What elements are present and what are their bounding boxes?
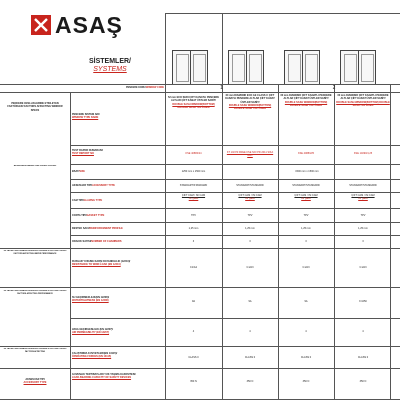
row-label-system-name: PENCERE SİSTEM ADI/ WINDOW TYPE NAME	[72, 113, 100, 120]
window-type-3: STANDART/STANDARD	[292, 184, 320, 187]
watertightness-1: 9A	[191, 300, 196, 303]
wind-load-4: C1/A3	[359, 266, 367, 269]
wind-load-2: C1/A3	[246, 266, 254, 269]
profile-1: 1,25 mm	[188, 227, 199, 230]
window-type-4: STANDART/STANDARD	[349, 184, 377, 187]
safety-devices-4: 350 N	[359, 380, 367, 383]
operating-forces-1: CLASS 0	[188, 356, 199, 359]
watertightness-3: 9A	[304, 300, 308, 303]
row-label-air-permeability: HAVA GEÇİRGENLİLİK (EN 12207)/ AIR PERMEABILITY (EN 12207)	[72, 328, 114, 335]
brand-logo-icon	[31, 15, 51, 35]
gasket-4: TPV	[360, 214, 366, 217]
air-permeability-1: 4	[192, 330, 195, 333]
safety-devices-3: 350 N	[302, 380, 310, 383]
window-drawing-icon	[228, 50, 264, 85]
chambers-2: 3	[249, 240, 251, 243]
row-label-watertightness: SU GEÇİRMEZLİLİK(EN 12208)/ WATERTIGHTNESS (EN 12208)	[72, 296, 110, 303]
left-group-label-performance-c: SU YALIMI PERFORMANS DEĞERLERİ ÜZERİNE ETKİLİ FAKTÖRLER/ FACTORS AFFECTING	[3, 348, 67, 353]
size-2: 1500 mm x 1500 mm	[295, 170, 319, 173]
size-1: 1250 mm x 1500 mm	[181, 170, 206, 173]
chambers-1: 3	[192, 240, 195, 243]
brand-name: ASAŞ	[55, 12, 123, 38]
row-label-gasket: CONTA TİPİ/GASKET TYPE	[72, 214, 105, 217]
profile-3: 1,25 mm	[301, 227, 311, 230]
profile-2: 1,25 mm	[245, 227, 255, 230]
window-type-2: STANDART/STANDARD	[236, 184, 264, 187]
system-name-1: 52 mm ECO SERİ ÇİFT KANATLI PENCERE ALTLAR ÇİFT KANAT ÜSTLER SABİT/ DOUBLE SASH WINDOW(BOTTOM) DOUBLE SASH TOP FIXED	[167, 96, 220, 109]
system-name-3: 60 mm DIAMOND ÇİFT KANATLI PENCERE ALTLAR ÇİFT KANAT ÜSTLER SABİT/ DOUBLE SASH WINDOW(BOTTOM) DOUBLE SASH TOP FIXED	[280, 94, 332, 107]
test-report-2: KT 10/470 FREE KSE NO/ PD 2011 SIKA 1047	[226, 151, 274, 158]
left-group-label: PENCERE ÖZELLİKLERİNE ETKİLEYEN FAKTÖRLER/ FACTORS AFFECTING WINDOW SPECS	[7, 102, 63, 112]
glass-type-1: ÇİFT CAM / ISI CAM Air glass	[181, 194, 206, 201]
air-permeability-4: 4	[362, 330, 364, 333]
page-title: SİSTEMLER/	[88, 58, 131, 65]
safety-devices-2: 350 N	[246, 380, 254, 383]
test-report-4: KSE 14090/4,25	[353, 152, 373, 155]
window-drawing-icon	[172, 50, 208, 85]
window-code-2: 2	[332, 85, 336, 91]
row-label-profile: DESTEK SACI/REINFORCEMENT PROFILE	[72, 227, 123, 230]
window-type-1: STANDART/STANDARD	[179, 184, 208, 187]
row-label-glass-type: CAM TİPİ/GLAZING TYPE	[72, 199, 103, 202]
glass-type-3: ÇİFT CAM / ISI CAM Air glass	[294, 194, 318, 201]
system-name-4: 60 mm DIAMOND ÇİFT KANATLI PENCERE ALTLAR ÇİFT KANAT ÜSTLER SABİT/ DOUBLE SASH WINDOW(BOTTOM) DOUBLE SASH TOP FIXED	[336, 94, 390, 107]
chambers-4: 3	[362, 240, 364, 243]
code-row-label: PENCERE KODU/WINDOW CODE	[126, 85, 164, 89]
window-code-1: 1	[220, 85, 223, 91]
left-group-label-performance: SU YALIMI PERFORMANS DEĞERLERİ ÜZERİNE ETKİLİ FAKTÖRLER/ FACTORS AFFECTING WATER PERFORMANCE	[3, 250, 67, 255]
row-label-size: EBAT/SIZE	[72, 170, 85, 173]
left-accessory-label: AKSESUAR TİPİ ACCESSORY TYPE	[23, 378, 47, 385]
watertightness-2: 9A	[248, 300, 252, 303]
chambers-3: 3	[305, 240, 307, 243]
profile-4: 1,25 mm	[358, 227, 368, 230]
gasket-1: TPV	[191, 214, 196, 217]
air-permeability-2: 4	[249, 330, 251, 333]
system-name-2: 60 mm DIAMOND ECO AE CLASS C ÇİFT KANATLI PENCERE ALTLAR ÇİFT KANAT ÜSTLER SABİT/ DOUBLE SASH WINDOW(BOTTOM) DOUBLE SASH TOP FIXED	[225, 94, 275, 111]
row-label-window-type: AKSESUAR TİPİ/ACCESSORY TYPE	[72, 184, 115, 187]
row-label-test-report: TEST RAPOR NUMARASI/ TEST REPORT NO	[72, 149, 103, 156]
gasket-3: TPV	[303, 214, 309, 217]
left-group-label-performance-b: SU YALIMI PERFORMANS DEĞERLERİ ÜZERİNE ETKİLİ FAKTÖRLER/ FACTORS AFFECTING PERFORMANCE	[3, 290, 67, 295]
left-group-label-glazing: AKSESUAR/DONANIM/ CAM GRUBU/ GLAZING	[13, 165, 57, 167]
operating-forces-4: CLASS 0	[357, 356, 369, 359]
glass-type-4: ÇİFT CAM / ISI CAM Air glass	[351, 194, 375, 201]
watertightness-4: 9 1050	[359, 300, 367, 303]
wind-load-3: C1/A3	[302, 266, 310, 269]
safety-devices-1: 350 N	[190, 380, 197, 383]
operating-forces-2: CLASS 0	[244, 356, 256, 359]
test-report-1: KSE 40880/24	[185, 152, 202, 155]
row-label-chambers: ODACIK SAYISI/NUMBER OF CHAMBERS	[72, 240, 122, 243]
gasket-2: TPV	[247, 214, 253, 217]
air-permeability-3: 4	[305, 330, 307, 333]
row-label-wind-load: RÜZGAR YÜKÜNE KARŞI DAYANIKLILIK (12210)/ RESISTANCE TO WIND LOAD (EN 12210)	[72, 260, 131, 267]
test-report-3: KSE 40880/25	[297, 152, 315, 155]
row-label-operating-forces: ÇALIŞTIRMA KUVVETLERİ(EN 13115)/ OPERATING FORCES (EN 13115)	[72, 352, 118, 359]
window-drawing-icon	[340, 50, 376, 85]
operating-forces-3: CLASS 0	[300, 356, 312, 359]
row-label-safety-devices: GÜVENLİK TERTİBATLARI YÜK TAŞIMA KAPASİTESİ/ LOAD-BEARING CAPACITY OF SAFETY DEVICES	[72, 373, 136, 380]
window-drawing-icon	[284, 50, 320, 85]
page-title-en: SYSTEMS	[93, 66, 127, 73]
wind-load-1: C1/A2	[190, 266, 197, 269]
glass-type-2: ÇİFT CAM / ISI CAM Air glass	[238, 194, 262, 201]
